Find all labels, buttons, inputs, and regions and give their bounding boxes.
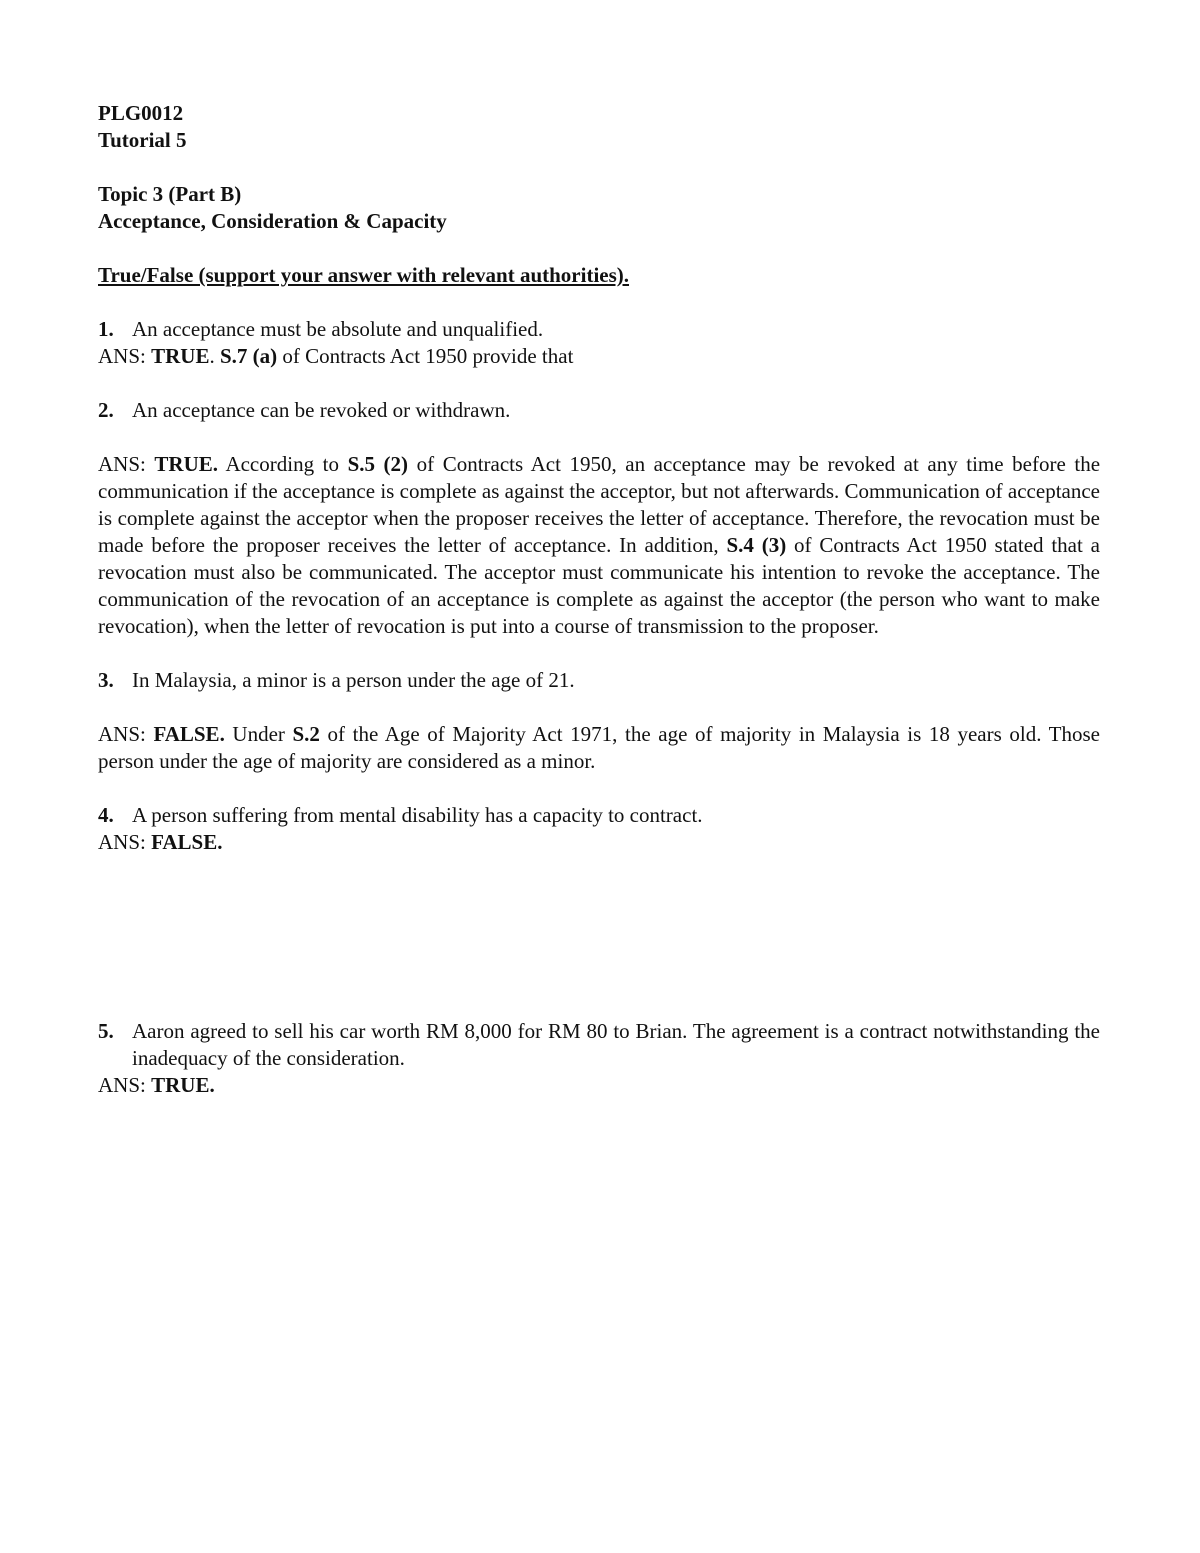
answer-text: of the Age of Majority Act 1971, the age of majority in Malaysia is 18 years old. Those person under the age of majority are considered as a minor. (98, 722, 1100, 773)
answer-4 (98, 829, 1100, 856)
answer-label: ANS: (98, 722, 154, 746)
question-1 (98, 316, 1100, 343)
question-text: In Malaysia, a minor is a person under the age of 21. (132, 668, 575, 692)
question-5 (98, 1018, 1100, 1072)
question-number: 1. (98, 317, 114, 341)
answer-label: ANS: (98, 830, 152, 854)
question-3 (98, 667, 1100, 694)
question-text: Aaron agreed to sell his car worth RM 8,000 for RM 80 to Brian. The agreement is a contract notwithstanding the inadequacy of the consideration. (132, 1019, 1100, 1070)
topic-title: Topic 3 (Part B) (98, 182, 242, 206)
question-number: 2. (98, 398, 114, 422)
answer-5 (98, 1072, 1100, 1099)
answer-text: . (209, 344, 220, 368)
answer-label: ANS: (98, 344, 152, 368)
question-number: 4. (98, 803, 114, 827)
statute-reference: S.4 (3) (726, 533, 787, 557)
answer-verdict: TRUE. (154, 452, 219, 476)
answer-verdict: TRUE. (151, 1073, 215, 1097)
question-number: 5. (98, 1019, 114, 1043)
answer-3 (98, 721, 1100, 775)
instruction-heading: True/False (support your answer with relevant authorities). (98, 263, 630, 287)
answer-2 (98, 451, 1100, 640)
answer-text: Under (224, 722, 293, 746)
answer-label: ANS: (98, 1073, 152, 1097)
tutorial-title: Tutorial 5 (98, 128, 187, 152)
answer-label: ANS: (98, 452, 155, 476)
question-number: 3. (98, 668, 114, 692)
question-text: A person suffering from mental disability has a capacity to contract. (132, 803, 703, 827)
question-text: An acceptance can be revoked or withdrawn. (132, 398, 511, 422)
answer-verdict: TRUE (151, 344, 210, 368)
topic-subtitle: Acceptance, Consideration & Capacity (98, 209, 447, 233)
blank-space (98, 856, 1100, 1018)
answer-verdict: FALSE. (151, 830, 223, 854)
question-4 (98, 802, 1100, 829)
answer-text: of Contracts Act 1950, an acceptance may be revoked at any time before the communication if the acceptance is complete as against the acceptor, but not afterwards. Communication of acceptance is complete against the acceptor when the proposer receives the letter of acceptance. Therefore, the revocation must be made before the proposer receives the letter of acceptance. In addition, (98, 452, 1101, 557)
answer-1 (98, 343, 1100, 370)
question-2 (98, 397, 1100, 424)
question-text: An acceptance must be absolute and unqualified. (132, 317, 544, 341)
document-page (98, 100, 1100, 1099)
answer-text: According to (218, 452, 348, 476)
course-code: PLG0012 (98, 101, 184, 125)
answer-text: of Contracts Act 1950 stated that a revocation must also be communicated. The acceptor must communicate his intention to revoke the acceptance. The communication of the revocation of an acceptance is complete as against the acceptor (the person who want to make revocation), when the letter of revocation is put into a course of transmission to the proposer. (98, 533, 1101, 638)
statute-reference: S.7 (a) (219, 344, 278, 368)
statute-reference: S.5 (2) (347, 452, 409, 476)
answer-verdict: FALSE. (153, 722, 225, 746)
statute-reference: S.2 (292, 722, 320, 746)
answer-text: of Contracts Act 1950 provide that (277, 344, 574, 368)
